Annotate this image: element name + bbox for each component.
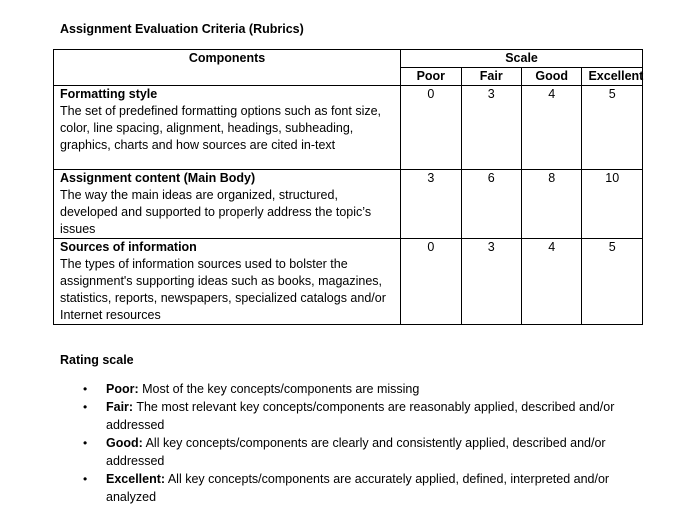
rating-term: Fair: [106, 400, 134, 414]
table-row [54, 239, 643, 325]
rating-term: Excellent: [106, 472, 166, 486]
rating-definition: All key concepts/components are clearly and consistently applied, described and/or addressed [106, 436, 606, 468]
component-name: Assignment content (Main Body) [60, 171, 256, 185]
list-item [60, 380, 650, 398]
rubric-table [53, 49, 643, 325]
score-excellent: 5 [582, 86, 643, 170]
rating-scale-list [60, 380, 650, 506]
component-description: The way the main ideas are organized, structured, developed and supported to properly address the topic’s issues [60, 188, 372, 236]
rating-definition: All key concepts/components are accurately applied, defined, interpreted and/or analyzed [106, 472, 610, 504]
component-description: The set of predefined formatting options such as font size, color, line spacing, alignment, headings, subheading, graphics, charts and how sources are cited in-text [60, 104, 382, 152]
component-name: Sources of information [60, 240, 197, 254]
rating-scale-title: Rating scale [60, 353, 134, 367]
component-cell [54, 170, 401, 239]
rating-term: Poor: [106, 382, 139, 396]
score-good: 4 [522, 239, 582, 325]
list-item [60, 398, 650, 434]
table-header-row [54, 50, 643, 68]
document-title: Assignment Evaluation Criteria (Rubrics) [60, 22, 304, 36]
score-fair: 3 [461, 86, 521, 170]
list-item [60, 470, 650, 506]
bullet-icon: • [83, 382, 88, 396]
component-cell [54, 86, 401, 170]
score-poor: 0 [401, 86, 461, 170]
score-poor: 3 [401, 170, 461, 239]
component-cell [54, 239, 401, 325]
rating-term: Good: [106, 436, 143, 450]
level-header-excellent: Excellent [582, 68, 643, 86]
table-row [54, 86, 643, 170]
table-row [54, 170, 643, 239]
scale-header: Scale [401, 50, 643, 68]
rating-definition: The most relevant key concepts/components are reasonably applied, described and/or addressed [106, 400, 615, 432]
score-excellent: 5 [582, 239, 643, 325]
score-excellent: 10 [582, 170, 643, 239]
score-poor: 0 [401, 239, 461, 325]
bullet-icon: • [83, 436, 88, 450]
list-item [60, 434, 650, 470]
score-good: 8 [522, 170, 582, 239]
score-fair: 6 [461, 170, 521, 239]
level-header-fair: Fair [461, 68, 521, 86]
score-good: 4 [522, 86, 582, 170]
level-header-poor: Poor [401, 68, 461, 86]
level-header-good: Good [522, 68, 582, 86]
components-header: Components [54, 50, 401, 86]
component-name: Formatting style [60, 87, 158, 101]
bullet-icon: • [83, 472, 88, 486]
component-description: The types of information sources used to bolster the assignment's supporting ideas such as books, magazines, statistics, reports, newspapers, specialized catalogs and/or Internet resources [60, 257, 386, 322]
rating-definition: Most of the key concepts/components are missing [138, 382, 420, 396]
bullet-icon: • [83, 400, 88, 414]
score-fair: 3 [461, 239, 521, 325]
